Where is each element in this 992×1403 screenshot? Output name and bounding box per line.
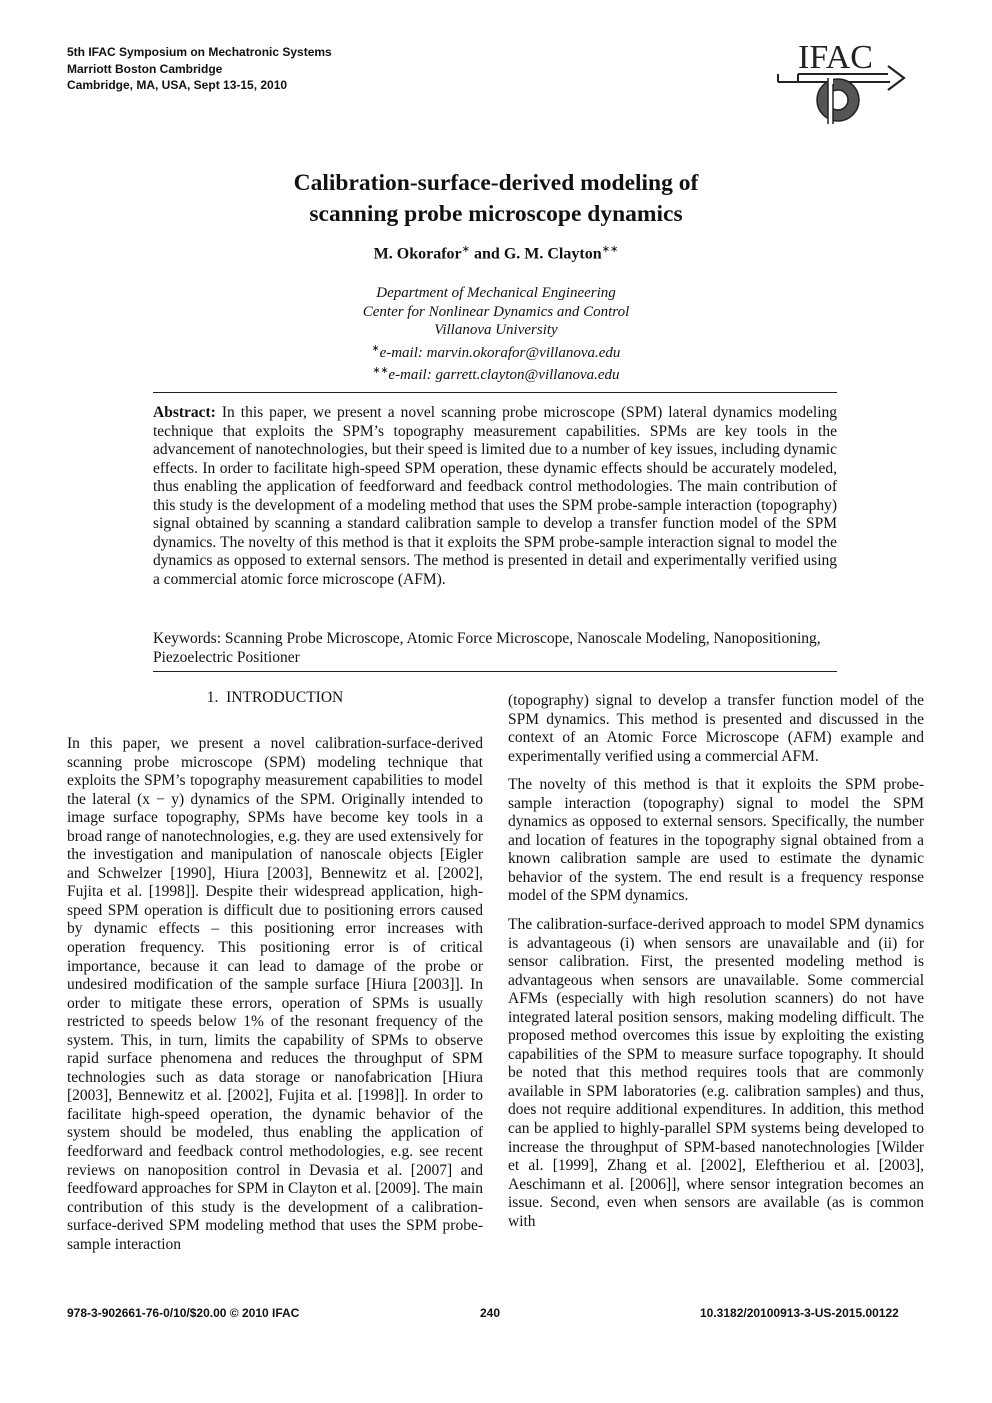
paper-title-line-1: Calibration-surface-derived modeling of — [293, 170, 699, 196]
keywords-text: Scanning Probe Microscope, Atomic Force Microscope, Nanoscale Modeling, Nanopositioning, Piezoelectric Positioner — [153, 630, 821, 666]
intro-paragraph-1: In this paper, we present a novel calibration-surface-derived scanning probe microscope (SPM) modeling technique that exploits the SPM’s topography measurement capabilities to model the lateral (x − y) dynamics of the SPM. Originally intended to image surface topography, SPMs have become key tools in a broad range of nanotechnologies, e.g. they are used extensively for the investigation and manipulation of nanoscale objects [Eigler and Schwelzer [1990], Hiura [2003], Bennewitz et al. [2002], Fujita et al. [1998]]. Despite their widespread application, high-speed SPM operation is difficult due to positioning errors caused by dynamic effects – this positioning error increases with operation frequency. This positioning error is of critical importance, because it can lead to damage of the probe or undesired modification of the sample surface [Hiura [2003]]. In order to mitigate these errors, operation of SPMs is usually restricted to speeds below 1% of the resonant frequency of the system. This, in turn, limits the capability of SPMs to observe rapid surface phenomena and reduces the throughput of SPM technologies such as data storage or nanofabrication [Hiura [2003], Bennewitz et al. [2002], Fujita et al. [1998]]. In order to facilitate high-speed operation, the dynamic behavior of the system should be modeled, thus enabling the application of feedforward and feedback control methodologies, e.g. see recent reviews on nanoposition control in Devasia et al. [2007] and feedfoward approaches for SPM in Clayton et al. [2009]. The main contribution of this study is the development of a calibration-surface-derived SPM modeling method that uses the SPM probe-sample interaction — [67, 735, 483, 1253]
email-2-mark: ∗∗ — [372, 366, 389, 376]
email-2-text: e-mail: garrett.clayton@villanova.edu — [388, 367, 620, 383]
abstract-bottom-rule — [153, 671, 837, 672]
conference-venue: Marriott Boston Cambridge — [67, 61, 223, 76]
ifac-logo — [776, 38, 908, 128]
author-list — [0, 244, 992, 263]
email-1-text: e-mail: marvin.okorafor@villanova.edu — [379, 344, 621, 361]
right-column — [508, 692, 924, 1241]
intro-paragraph-2: (topography) signal to develop a transfer function model of the SPM dynamics. This method is presented and discussed in the context of an Atomic Force Microscope (AFM) example and experimentally verified using a commercial AFM. — [508, 692, 924, 765]
conference-location-date: Cambridge, MA, USA, Sept 13-15, 2010 — [67, 78, 288, 92]
email-1-mark: ∗ — [371, 343, 380, 354]
section-heading: 1. INTRODUCTION — [206, 689, 344, 706]
intro-paragraph-4: The calibration-surface-derived approach to model SPM dynamics is advantageous (i) when sensors are unavailable and (ii) for sensor calibration. First, the presented modeling method is advantageous when sensors are unavailable. Some commercial AFMs (especially with high resolution scanners) do not have integrated lateral position sensors, making modeling difficult. The proposed method overcomes this issue by exploiting the existing capabilities of the SPM to measure surface topography. It should be noted that this method requires tools that are commonly available in SPM laboratories (e.g. calibration samples) and thus, does not require additional expenditures. In addition, this method can be applied to highly-parallel SPM systems being developed to increase the throughput of SPM-based nanotechnologies [Wilder et al. [1999], Zhang et al. [2002], Eleftheriou et al. [2003], Aeschimann et al. [2006]], where sensor integration becomes an issue. Second, even when sensors are available (as is common with — [508, 916, 924, 1230]
left-column — [67, 735, 483, 1264]
abstract-top-rule — [153, 392, 837, 393]
author-2: G. M. Clayton — [503, 245, 602, 263]
conference-header — [67, 44, 332, 94]
author-2-mark: ∗∗ — [601, 244, 619, 255]
page-number: 240 — [480, 1306, 501, 1320]
author-1-mark: ∗ — [461, 244, 471, 255]
author-conjunction: and — [470, 245, 504, 263]
footer-doi: 10.3182/20100913-3-US-2015.00122 — [700, 1306, 899, 1320]
keywords — [153, 630, 837, 667]
paper-title-line-2: scanning probe microscope dynamics — [309, 201, 683, 227]
abstract-text: In this paper, we present a novel scanning probe microscope (SPM) lateral dynamics modeling technique that exploits the SPM’s topography measurement capabilities. SPMs are key tools in the advancement of nanotechnologies, but their speed is limited due to a number of key issues, including dynamic effects. In order to facilitate high-speed SPM operation, these dynamic effects should be accurately modeled, thus enabling the application of feedforward and feedback control methodologies. The main contribution of this study is the development of a modeling method that uses the SPM probe-sample interaction (topography) signal obtained by scanning a standard calibration sample to develop a transfer function model of the SPM dynamics. The novelty of this method is that it exploits the SPM probe-sample interaction signal to model the dynamics as opposed to external sensors. The method is presented in detail and experimentally verified using a commercial atomic force microscope (AFM). — [153, 404, 837, 588]
author-1: M. Okorafor — [373, 245, 462, 263]
affiliation-department: Department of Mechanical Engineering — [376, 285, 616, 301]
conference-name: 5th IFAC Symposium on Mechatronic Systems — [67, 45, 332, 59]
email-2 — [0, 362, 992, 385]
footer-isbn: 978-3-902661-76-0/10/$20.00 © 2010 IFAC — [67, 1306, 300, 1320]
affiliation-block — [0, 284, 992, 385]
affiliation-center: Center for Nonlinear Dynamics and Control — [362, 303, 630, 320]
abstract — [153, 404, 837, 589]
paper-title — [0, 168, 992, 230]
keywords-label: Keywords: — [153, 630, 222, 647]
abstract-label: Abstract: — [153, 404, 216, 421]
affiliation-university: Villanova University — [434, 322, 558, 338]
intro-paragraph-3: The novelty of this method is that it exploits the SPM probe-sample interaction (topography) signal to model the SPM dynamics as opposed to external sensors. Specifically, the number and location of features in the topography signal obtained from a known calibration sample are used to estimate the dynamic behavior of the system. The end result is a frequency response model of the SPM dynamics. — [508, 776, 924, 905]
ifac-logo-text: IFAC — [798, 39, 873, 76]
email-1 — [0, 340, 992, 363]
